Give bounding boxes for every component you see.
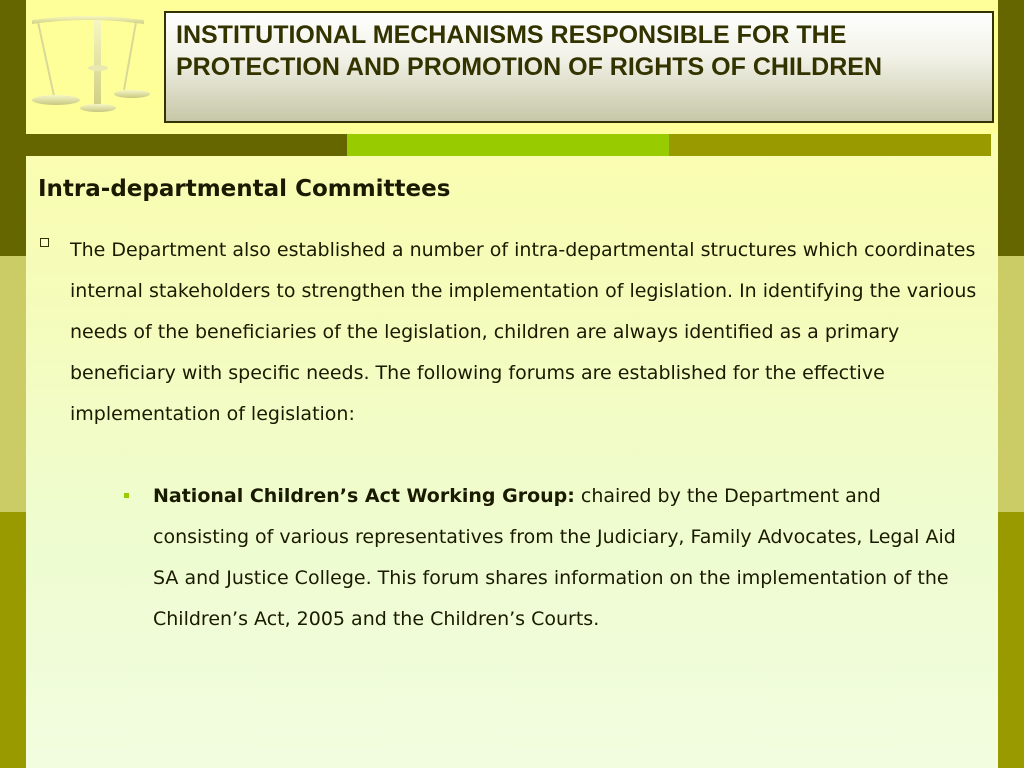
left-side-band (0, 0, 26, 768)
main-bullet-text: The Department also established a number of intra-departmental structures which coordinates internal stakeholders to strengthen the implementation of legislation. In identifying the various needs of the beneficiaries of the legislation, children are always identified as a primary beneficiary with specific needs. The following forums are established for the effective implementation of legislation: (70, 239, 977, 425)
square-bullet-icon (40, 238, 49, 247)
slide-title: INSTITUTIONAL MECHANISMS RESPONSIBLE FOR THE PROTECTION AND PROMOTION OF RIGHTS OF CHILDREN (176, 21, 883, 81)
color-bar-lime (347, 134, 669, 156)
main-bullet (38, 230, 978, 435)
sub-bullet-text (116, 476, 976, 640)
sub-bullet-body: chaired by the Department and consisting of various representatives from the Judiciary, Family Advocates, Legal Aid SA and Justice College. This forum shares information on the implementation of the Children’s Act, 2005 and the Children’s Courts. (153, 485, 956, 630)
right-side-band (998, 0, 1024, 768)
scales-of-justice-icon (28, 6, 152, 114)
color-bar-olive (669, 134, 991, 156)
section-heading: Intra-departmental Committees (38, 176, 451, 202)
header-area (26, 0, 998, 134)
color-bar-dark (26, 134, 347, 156)
square-sub-bullet-icon (124, 493, 129, 498)
sub-bullet-label: National Children’s Act Working Group: (153, 485, 575, 507)
title-box (164, 11, 994, 123)
sub-bullet (116, 476, 976, 640)
slide (26, 0, 998, 768)
